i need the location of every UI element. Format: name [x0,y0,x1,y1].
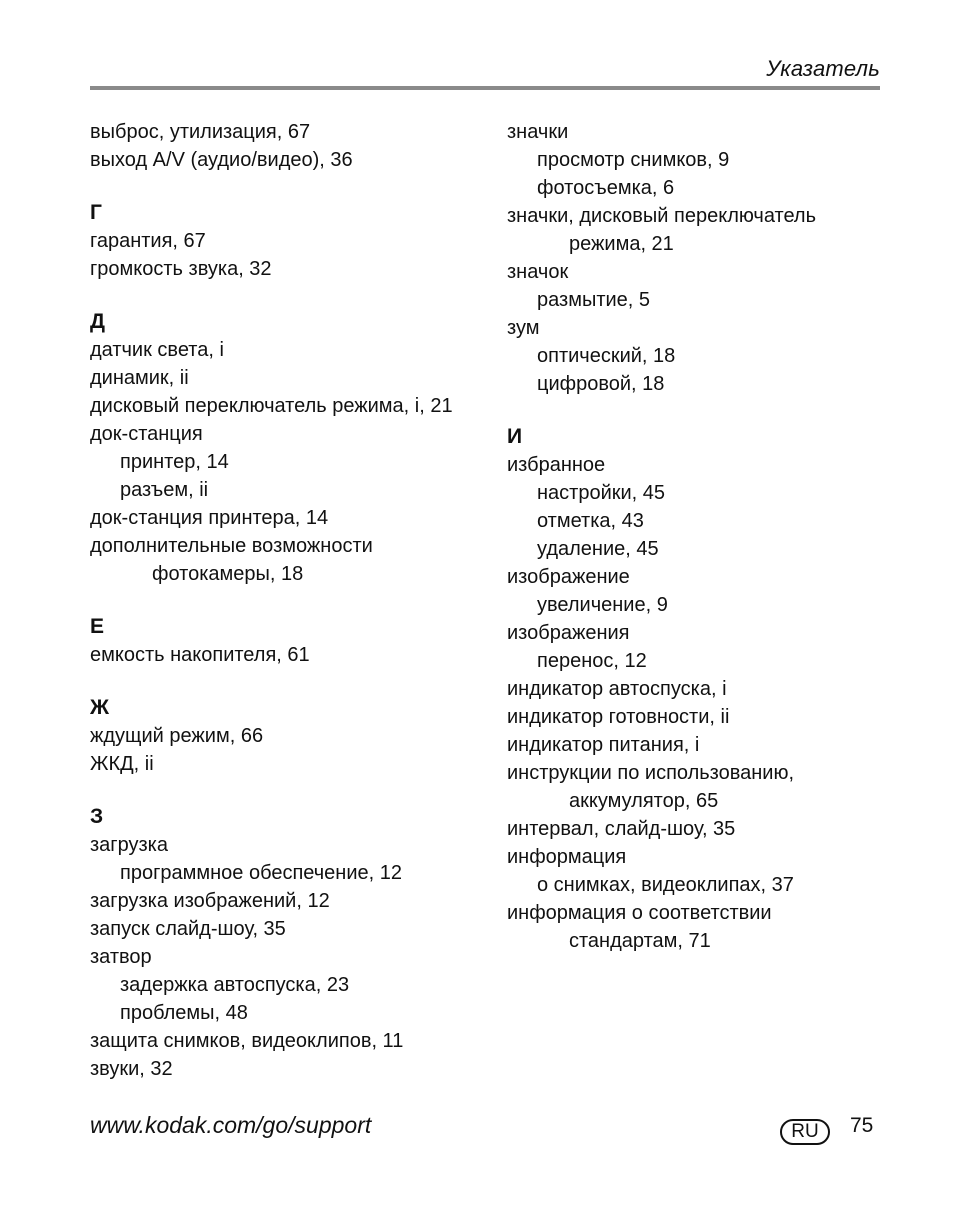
index-entry: информация о соответствии [507,902,772,924]
index-entry: индикатор готовности, ii [507,706,730,728]
index-column-left [90,118,490,1083]
index-column-right [507,118,887,955]
index-letter-heading: Г [90,201,102,224]
index-entry: изображения [507,622,630,644]
language-badge: RU [780,1119,830,1145]
index-subentry: разъем, ii [120,479,209,501]
index-subentry: принтер, 14 [120,451,229,473]
index-letter-heading: З [90,805,104,828]
index-entry: индикатор питания, i [507,734,700,756]
index-entry-continuation: фотокамеры, 18 [152,563,304,585]
index-entry: выброс, утилизация, 67 [90,121,311,143]
index-entry: выход A/V (аудио/видео), 36 [90,149,353,171]
index-letter-heading: Е [90,615,105,638]
index-subentry: программное обеспечение, 12 [120,862,402,884]
index-entry: значки, дисковый переключатель [507,205,817,227]
index-subentry: удаление, 45 [537,538,659,560]
index-entry: дисковый переключатель режима, i, 21 [90,395,453,417]
index-entry: загрузка изображений, 12 [90,890,330,912]
index-entry: громкость звука, 32 [90,258,272,280]
index-entry: индикатор автоспуска, i [507,678,727,700]
index-entry: значки [507,121,569,143]
index-subentry: оптический, 18 [537,345,676,367]
index-entry: инструкции по использованию, [507,762,795,784]
page-number: 75 [850,1114,874,1137]
index-entry: гарантия, 67 [90,230,206,252]
index-subentry: перенос, 12 [537,650,647,672]
index-entry: зум [507,317,540,339]
index-entry-continuation: аккумулятор, 65 [569,790,719,812]
index-letter-heading: Д [90,310,105,333]
index-entry: значок [507,261,569,283]
index-subentry: просмотр снимков, 9 [537,149,730,171]
header-divider [90,86,880,90]
index-subentry: о снимках, видеоклипах, 37 [537,874,794,896]
index-letter-heading: Ж [90,696,109,719]
index-entry-continuation: стандартам, 71 [569,930,711,952]
index-entry: дополнительные возможности [90,535,373,557]
index-entry: изображение [507,566,630,588]
index-entry: ждущий режим, 66 [90,725,264,747]
index-subentry: увеличение, 9 [537,594,668,616]
index-entry: загрузка [90,834,168,856]
index-entry: информация [507,846,627,868]
index-entry-continuation: режима, 21 [569,233,674,255]
index-entry: док-станция [90,423,203,445]
index-entry: емкость накопителя, 61 [90,644,310,666]
index-entry: ЖКД, ii [90,753,154,775]
index-entry: датчик света, i [90,339,224,361]
index-subentry: цифровой, 18 [537,373,665,395]
index-entry: защита снимков, видеоклипов, 11 [90,1030,404,1052]
index-subentry: размытие, 5 [537,289,651,311]
page-header-title: Указатель [766,56,880,81]
index-entry: док-станция принтера, 14 [90,507,329,529]
index-subentry: отметка, 43 [537,510,644,532]
index-subentry: настройки, 45 [537,482,666,504]
index-entry: динамик, ii [90,367,189,389]
index-entry: интервал, слайд-шоу, 35 [507,818,736,840]
index-subentry: проблемы, 48 [120,1002,248,1024]
index-entry: избранное [507,454,606,476]
index-entry: затвор [90,946,152,968]
index-entry: запуск слайд-шоу, 35 [90,918,286,940]
index-letter-heading: И [507,425,523,448]
support-url: www.kodak.com/go/support [90,1112,372,1138]
index-entry: звуки, 32 [90,1058,173,1080]
index-subentry: фотосъемка, 6 [537,177,675,199]
index-subentry: задержка автоспуска, 23 [120,974,350,996]
